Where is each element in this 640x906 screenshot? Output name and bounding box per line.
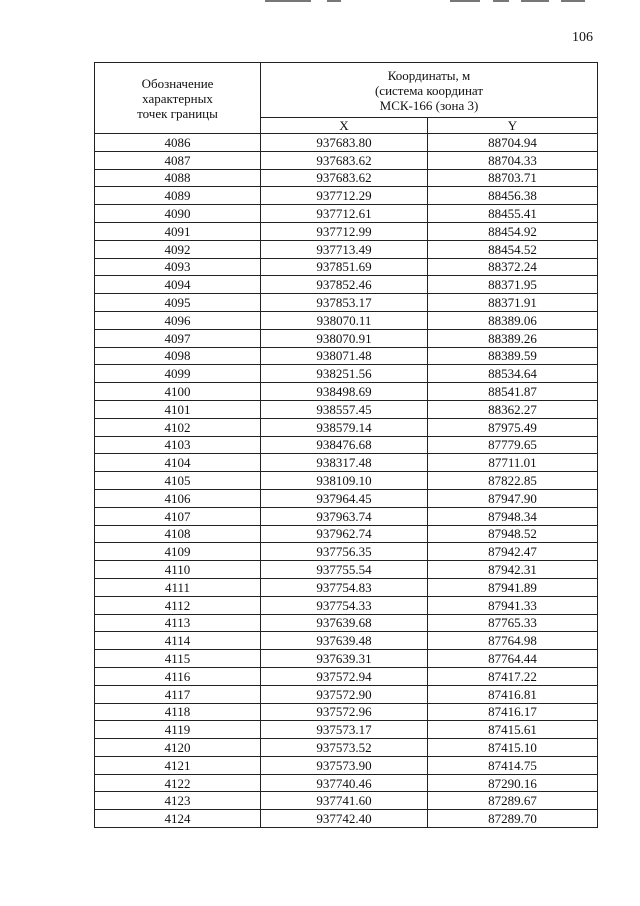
table-row — [95, 400, 598, 418]
table-row — [95, 151, 598, 169]
y-coordinate-cell: 88455.41 — [428, 205, 598, 223]
x-coordinate-cell: 937754.83 — [261, 578, 428, 596]
x-coordinate-cell: 938109.10 — [261, 472, 428, 490]
y-coordinate-cell: 88703.71 — [428, 169, 598, 187]
point-id-cell: 4100 — [95, 383, 261, 401]
x-coordinate-cell: 937756.35 — [261, 543, 428, 561]
y-coordinate-cell: 88456.38 — [428, 187, 598, 205]
point-id-cell: 4114 — [95, 632, 261, 650]
table-row — [95, 596, 598, 614]
x-coordinate-cell: 937572.90 — [261, 685, 428, 703]
y-column-header: Y — [428, 118, 598, 134]
x-coordinate-cell: 938070.11 — [261, 311, 428, 329]
x-coordinate-cell: 937853.17 — [261, 294, 428, 312]
x-coordinate-cell: 937639.68 — [261, 614, 428, 632]
x-coordinate-cell: 937712.99 — [261, 222, 428, 240]
table-row — [95, 418, 598, 436]
table-row — [95, 685, 598, 703]
x-coordinate-cell: 937712.61 — [261, 205, 428, 223]
point-id-cell: 4102 — [95, 418, 261, 436]
x-coordinate-cell: 937572.94 — [261, 667, 428, 685]
y-coordinate-cell: 88371.91 — [428, 294, 598, 312]
y-coordinate-cell: 87948.34 — [428, 507, 598, 525]
x-coordinate-cell: 937683.62 — [261, 151, 428, 169]
point-id-cell: 4099 — [95, 365, 261, 383]
x-coordinate-cell: 937713.49 — [261, 240, 428, 258]
point-id-cell: 4088 — [95, 169, 261, 187]
y-coordinate-cell: 87764.44 — [428, 650, 598, 668]
table-row — [95, 561, 598, 579]
x-coordinate-cell: 937963.74 — [261, 507, 428, 525]
table-row — [95, 472, 598, 490]
point-id-cell: 4108 — [95, 525, 261, 543]
y-coordinate-cell: 87947.90 — [428, 489, 598, 507]
y-coordinate-cell: 87941.89 — [428, 578, 598, 596]
point-id-cell: 4101 — [95, 400, 261, 418]
table-row — [95, 650, 598, 668]
point-id-cell: 4112 — [95, 596, 261, 614]
table-row — [95, 543, 598, 561]
table-row — [95, 614, 598, 632]
point-id-cell: 4117 — [95, 685, 261, 703]
y-coordinate-cell: 88389.26 — [428, 329, 598, 347]
table-row — [95, 454, 598, 472]
y-coordinate-cell: 87765.33 — [428, 614, 598, 632]
table-row — [95, 810, 598, 828]
point-id-cell: 4086 — [95, 134, 261, 152]
x-coordinate-cell: 937964.45 — [261, 489, 428, 507]
point-designation-header: Обозначение характерных точек границы — [95, 63, 261, 134]
boundary-points-table — [94, 62, 598, 828]
x-coordinate-cell: 937639.31 — [261, 650, 428, 668]
point-id-cell: 4096 — [95, 311, 261, 329]
table-row — [95, 756, 598, 774]
point-id-cell: 4115 — [95, 650, 261, 668]
point-id-cell: 4097 — [95, 329, 261, 347]
y-coordinate-cell: 87416.81 — [428, 685, 598, 703]
table-row — [95, 187, 598, 205]
point-id-cell: 4089 — [95, 187, 261, 205]
y-coordinate-cell: 87289.70 — [428, 810, 598, 828]
table-row — [95, 240, 598, 258]
y-coordinate-cell: 87942.47 — [428, 543, 598, 561]
table-row — [95, 703, 598, 721]
table-row — [95, 169, 598, 187]
x-coordinate-cell: 937852.46 — [261, 276, 428, 294]
scan-edge-marks — [265, 0, 585, 3]
x-coordinate-cell: 938476.68 — [261, 436, 428, 454]
y-coordinate-cell: 87822.85 — [428, 472, 598, 490]
table-row — [95, 507, 598, 525]
y-coordinate-cell: 87289.67 — [428, 792, 598, 810]
point-id-cell: 4092 — [95, 240, 261, 258]
point-id-cell: 4111 — [95, 578, 261, 596]
table-row — [95, 258, 598, 276]
x-coordinate-cell: 937754.33 — [261, 596, 428, 614]
point-id-cell: 4095 — [95, 294, 261, 312]
table-row — [95, 276, 598, 294]
table-row — [95, 134, 598, 152]
y-coordinate-cell: 87779.65 — [428, 436, 598, 454]
x-coordinate-cell: 937755.54 — [261, 561, 428, 579]
table-row — [95, 774, 598, 792]
x-coordinate-cell: 937741.60 — [261, 792, 428, 810]
x-coordinate-cell: 937639.48 — [261, 632, 428, 650]
table-row — [95, 489, 598, 507]
x-coordinate-cell: 938070.91 — [261, 329, 428, 347]
point-id-cell: 4119 — [95, 721, 261, 739]
y-coordinate-cell: 88454.92 — [428, 222, 598, 240]
table-row — [95, 578, 598, 596]
x-coordinate-cell: 938317.48 — [261, 454, 428, 472]
x-coordinate-cell: 938498.69 — [261, 383, 428, 401]
table-row — [95, 383, 598, 401]
page-number: 106 — [572, 30, 593, 45]
x-coordinate-cell: 937573.52 — [261, 739, 428, 757]
x-coordinate-cell: 937742.40 — [261, 810, 428, 828]
y-coordinate-cell: 88389.06 — [428, 311, 598, 329]
point-id-cell: 4124 — [95, 810, 261, 828]
table-row — [95, 436, 598, 454]
point-id-cell: 4106 — [95, 489, 261, 507]
table-row — [95, 739, 598, 757]
point-id-cell: 4090 — [95, 205, 261, 223]
y-coordinate-cell: 87764.98 — [428, 632, 598, 650]
x-coordinate-cell: 937851.69 — [261, 258, 428, 276]
point-id-cell: 4087 — [95, 151, 261, 169]
table-row — [95, 311, 598, 329]
x-coordinate-cell: 937712.29 — [261, 187, 428, 205]
y-coordinate-cell: 88362.27 — [428, 400, 598, 418]
y-coordinate-cell: 87290.16 — [428, 774, 598, 792]
table-row — [95, 205, 598, 223]
point-id-cell: 4121 — [95, 756, 261, 774]
x-coordinate-cell: 937573.17 — [261, 721, 428, 739]
point-id-cell: 4093 — [95, 258, 261, 276]
point-id-cell: 4110 — [95, 561, 261, 579]
table-body — [95, 134, 598, 828]
point-id-cell: 4091 — [95, 222, 261, 240]
y-coordinate-cell: 87415.61 — [428, 721, 598, 739]
y-coordinate-cell: 88389.59 — [428, 347, 598, 365]
y-coordinate-cell: 88454.52 — [428, 240, 598, 258]
x-coordinate-cell: 938071.48 — [261, 347, 428, 365]
y-coordinate-cell: 87942.31 — [428, 561, 598, 579]
point-id-cell: 4107 — [95, 507, 261, 525]
x-coordinate-cell: 937683.62 — [261, 169, 428, 187]
point-id-cell: 4113 — [95, 614, 261, 632]
y-coordinate-cell: 87711.01 — [428, 454, 598, 472]
y-coordinate-cell: 88541.87 — [428, 383, 598, 401]
point-id-cell: 4098 — [95, 347, 261, 365]
x-coordinate-cell: 937962.74 — [261, 525, 428, 543]
y-coordinate-cell: 88704.94 — [428, 134, 598, 152]
table-row — [95, 632, 598, 650]
x-coordinate-cell: 937683.80 — [261, 134, 428, 152]
y-coordinate-cell: 87414.75 — [428, 756, 598, 774]
x-coordinate-cell: 938251.56 — [261, 365, 428, 383]
point-id-cell: 4104 — [95, 454, 261, 472]
point-id-cell: 4105 — [95, 472, 261, 490]
table-row — [95, 667, 598, 685]
y-coordinate-cell: 87941.33 — [428, 596, 598, 614]
table-row — [95, 329, 598, 347]
x-coordinate-cell: 937740.46 — [261, 774, 428, 792]
y-coordinate-cell: 87417.22 — [428, 667, 598, 685]
x-coordinate-cell: 938579.14 — [261, 418, 428, 436]
y-coordinate-cell: 88704.33 — [428, 151, 598, 169]
x-column-header: X — [261, 118, 428, 134]
coordinates-header: Координаты, м (система координат МСК-166 (зона 3) — [261, 63, 598, 118]
y-coordinate-cell: 88372.24 — [428, 258, 598, 276]
y-coordinate-cell: 87416.17 — [428, 703, 598, 721]
point-id-cell: 4122 — [95, 774, 261, 792]
x-coordinate-cell: 938557.45 — [261, 400, 428, 418]
point-id-cell: 4123 — [95, 792, 261, 810]
y-coordinate-cell: 88534.64 — [428, 365, 598, 383]
point-id-cell: 4109 — [95, 543, 261, 561]
table-row — [95, 347, 598, 365]
table-row — [95, 222, 598, 240]
point-id-cell: 4094 — [95, 276, 261, 294]
y-coordinate-cell: 87948.52 — [428, 525, 598, 543]
point-id-cell: 4118 — [95, 703, 261, 721]
table-row — [95, 525, 598, 543]
point-id-cell: 4103 — [95, 436, 261, 454]
table-row — [95, 294, 598, 312]
point-id-cell: 4120 — [95, 739, 261, 757]
table-row — [95, 365, 598, 383]
y-coordinate-cell: 87975.49 — [428, 418, 598, 436]
x-coordinate-cell: 937573.90 — [261, 756, 428, 774]
point-id-cell: 4116 — [95, 667, 261, 685]
table-row — [95, 792, 598, 810]
x-coordinate-cell: 937572.96 — [261, 703, 428, 721]
y-coordinate-cell: 88371.95 — [428, 276, 598, 294]
y-coordinate-cell: 87415.10 — [428, 739, 598, 757]
table-row — [95, 721, 598, 739]
